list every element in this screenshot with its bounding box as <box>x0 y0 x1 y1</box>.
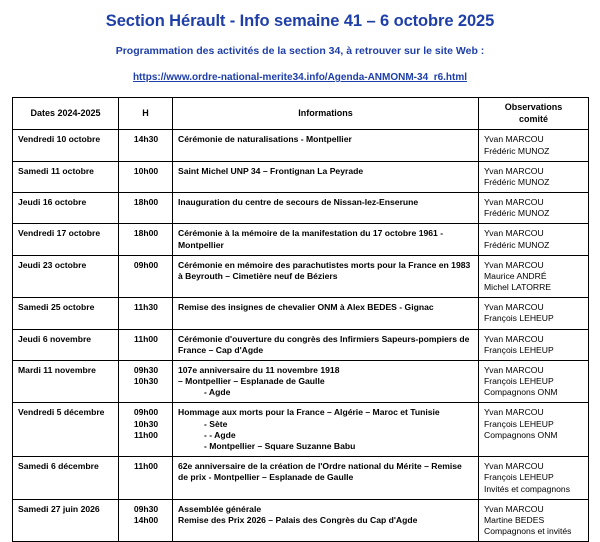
observation-line: Yvan MARCOU <box>484 302 544 313</box>
table-row <box>13 329 589 360</box>
information-line: 107e anniversaire du 11 novembre 1918 <box>178 364 340 375</box>
cell-observations <box>479 130 589 161</box>
cell-information <box>173 329 479 360</box>
cell-hour <box>119 403 173 457</box>
column-header-observations-line2: comité <box>518 113 548 124</box>
observation-line: Yvan MARCOU <box>484 165 544 176</box>
observation-line: François LEHEUP <box>484 472 554 483</box>
information-line: Remise des insignes de chevalier ONM à Alex BEDES - Gignac <box>178 302 434 313</box>
cell-observations <box>479 360 589 403</box>
cell-observations <box>479 329 589 360</box>
information-line: Remise des Prix 2026 – Palais des Congrès du Cap d'Agde <box>178 514 418 525</box>
observation-line: François LEHEUP <box>484 313 554 324</box>
information-line: - - Agde <box>204 429 236 440</box>
observation-line: Frédéric MUNOZ <box>484 145 550 156</box>
information-line: Montpellier <box>178 239 224 250</box>
cell-observations <box>479 255 589 298</box>
information-line: Assemblée générale <box>178 503 262 514</box>
information-line: Hommage aux morts pour la France – Algérie – Maroc et Tunisie <box>178 407 440 418</box>
observation-line: François LEHEUP <box>484 376 554 387</box>
hour-line: 18h00 <box>133 228 159 239</box>
cell-hour <box>119 161 173 192</box>
hour-line: 18h00 <box>133 197 159 208</box>
information-line: Cérémonie à la mémoire de la manifestation du 17 octobre 1961 - <box>178 228 444 239</box>
table-row <box>13 360 589 403</box>
hour-line: 10h30 <box>133 376 159 387</box>
observation-line: Frédéric MUNOZ <box>484 208 550 219</box>
cell-date: Jeudi 16 octobre <box>13 193 119 224</box>
hour-line: 09h30 <box>133 503 159 514</box>
information-line: - Montpellier – Square Suzanne Babu <box>204 440 356 451</box>
cell-information <box>173 193 479 224</box>
cell-observations <box>479 499 589 542</box>
cell-observations <box>479 161 589 192</box>
information-line: Inauguration du centre de secours de Nissan-lez-Enserune <box>178 197 419 208</box>
cell-date: Jeudi 23 octobre <box>13 255 119 298</box>
hour-line: 09h00 <box>133 259 159 270</box>
table-row <box>13 161 589 192</box>
cell-hour <box>119 193 173 224</box>
observation-line: Compagnons ONM <box>484 387 558 398</box>
table-row <box>13 224 589 255</box>
observation-line: François LEHEUP <box>484 418 554 429</box>
cell-hour <box>119 499 173 542</box>
cell-hour <box>119 329 173 360</box>
cell-hour <box>119 457 173 500</box>
cell-hour <box>119 255 173 298</box>
observation-line: Yvan MARCOU <box>484 134 544 145</box>
hour-line: 10h00 <box>133 165 159 176</box>
information-line: à Beyrouth – Cimetière neuf de Béziers <box>178 270 338 281</box>
observation-line: Michel LATORRE <box>484 282 552 293</box>
observation-line: Yvan MARCOU <box>484 364 544 375</box>
cell-date: Vendredi 17 octobre <box>13 224 119 255</box>
information-line: Cérémonie d'ouverture du congrès des Infirmiers Sapeurs-pompiers de <box>178 333 470 344</box>
column-header-info: Informations <box>173 98 479 130</box>
cell-information <box>173 457 479 500</box>
observation-line: Maurice ANDRÉ <box>484 270 547 281</box>
table-row <box>13 298 589 329</box>
cell-observations <box>479 403 589 457</box>
observation-line: François LEHEUP <box>484 344 554 355</box>
cell-observations <box>479 193 589 224</box>
table-row <box>13 457 589 500</box>
cell-information <box>173 130 479 161</box>
cell-date: Samedi 6 décembre <box>13 457 119 500</box>
observation-line: Yvan MARCOU <box>484 407 544 418</box>
agenda-table-body <box>13 130 589 542</box>
cell-observations <box>479 224 589 255</box>
hour-line: 14h30 <box>133 134 159 145</box>
cell-hour <box>119 360 173 403</box>
observation-line: Compagnons et invités <box>484 526 572 537</box>
information-line: Cérémonie en mémoire des parachutistes morts pour la France en 1983 <box>178 259 471 270</box>
column-header-observations <box>479 98 589 130</box>
observation-line: Yvan MARCOU <box>484 197 544 208</box>
observation-line: Invités et compagnons <box>484 483 570 494</box>
information-line: 62e anniversaire de la création de l'Ordre national du Mérite – Remise <box>178 461 462 472</box>
cell-information <box>173 161 479 192</box>
column-header-dates: Dates 2024-2025 <box>13 98 119 130</box>
cell-date: Vendredi 10 octobre <box>13 130 119 161</box>
cell-hour <box>119 224 173 255</box>
table-row <box>13 403 589 457</box>
cell-information <box>173 224 479 255</box>
cell-date: Vendredi 5 décembre <box>13 403 119 457</box>
information-line: - Sète <box>204 418 228 429</box>
hour-line: 09h00 <box>133 407 159 418</box>
cell-date: Samedi 25 octobre <box>13 298 119 329</box>
hour-line: 11h30 <box>134 302 158 313</box>
cell-date: Samedi 27 juin 2026 <box>13 499 119 542</box>
cell-information <box>173 255 479 298</box>
observation-line: Frédéric MUNOZ <box>484 176 550 187</box>
table-row <box>13 499 589 542</box>
cell-information <box>173 360 479 403</box>
column-header-hour: H <box>119 98 173 130</box>
table-header-row <box>13 98 589 130</box>
cell-hour <box>119 130 173 161</box>
observation-line: Martine BEDES <box>484 514 545 525</box>
information-line: Saint Michel UNP 34 – Frontignan La Peyrade <box>178 165 364 176</box>
hour-line: 09h30 <box>133 364 159 375</box>
cell-information <box>173 499 479 542</box>
page-subtitle: Programmation des activités de la section 34, à retrouver sur le site Web : <box>115 45 485 57</box>
hour-line: 11h00 <box>134 461 158 472</box>
column-header-observations-line1: Observations <box>504 102 563 112</box>
observation-line: Yvan MARCOU <box>484 228 544 239</box>
observation-line: Yvan MARCOU <box>484 461 544 472</box>
hour-line: 11h00 <box>134 333 158 344</box>
information-line: - Agde <box>204 387 231 398</box>
table-row <box>13 130 589 161</box>
hour-line: 10h30 <box>133 418 159 429</box>
cell-date: Jeudi 6 novembre <box>13 329 119 360</box>
observation-line: Yvan MARCOU <box>484 333 544 344</box>
information-line: de prix - Montpellier – Esplanade de Gaulle <box>178 472 354 483</box>
observation-line: Frédéric MUNOZ <box>484 239 550 250</box>
observation-line: Yvan MARCOU <box>484 259 544 270</box>
observation-line: Yvan MARCOU <box>484 503 544 514</box>
cell-date: Samedi 11 octobre <box>13 161 119 192</box>
agenda-link-container <box>12 67 588 85</box>
cell-observations <box>479 457 589 500</box>
information-line: – Montpellier – Esplanade de Gaulle <box>178 376 325 387</box>
cell-information <box>173 403 479 457</box>
cell-observations <box>479 298 589 329</box>
cell-hour <box>119 298 173 329</box>
hour-line: 14h00 <box>133 514 159 525</box>
cell-information <box>173 298 479 329</box>
agenda-table <box>12 97 589 542</box>
hour-line: 11h00 <box>134 429 158 440</box>
table-row <box>13 193 589 224</box>
cell-date: Mardi 11 novembre <box>13 360 119 403</box>
agenda-link[interactable]: https://www.ordre-national-merite34.info/Agenda-ANMONM-34_r6.html <box>132 72 468 83</box>
information-line: Cérémonie de naturalisations - Montpellier <box>178 134 352 145</box>
page-title: Section Hérault - Info semaine 41 – 6 octobre 2025 <box>105 12 495 30</box>
table-row <box>13 255 589 298</box>
information-line: France – Cap d'Agde <box>178 344 264 355</box>
observation-line: Compagnons ONM <box>484 429 558 440</box>
